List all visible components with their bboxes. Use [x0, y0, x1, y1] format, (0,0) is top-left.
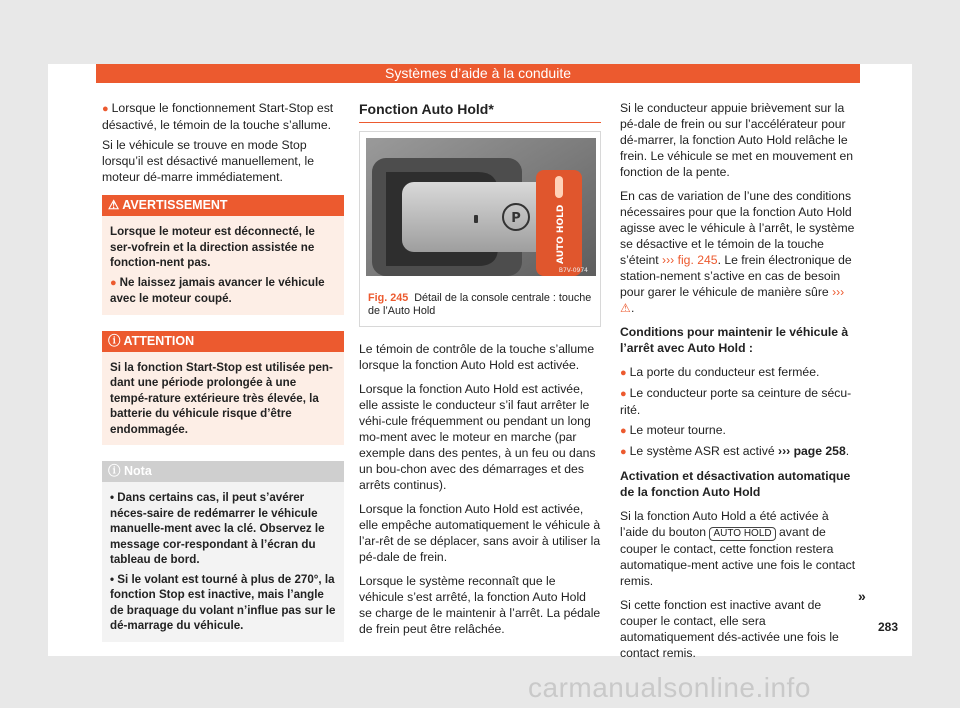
console-photo: [366, 138, 596, 276]
warning-triangle-icon: ⚠: [620, 301, 631, 315]
info-icon: ⓘ: [108, 464, 121, 478]
warning-header: ⚠ AVERTISSEMENT: [102, 195, 344, 216]
paragraph: Si le véhicule se trouve en mode Stop lorsqu’il est désactivé manuellement, le moteur dé-marre immédiatement.: [102, 138, 315, 184]
list-item: ● Le système ASR est activé ››› page 258.: [620, 444, 850, 458]
bullet-icon: ●: [102, 103, 109, 115]
list-item: ● Le conducteur porte sa ceinture de sécu-rité.: [620, 386, 852, 417]
page-reference-link[interactable]: ››› page 258: [778, 444, 846, 458]
bullet-icon: •: [110, 491, 118, 504]
list-item: ● La porte du conducteur est fermée.: [620, 365, 820, 379]
list-item: ● Le moteur tourne.: [620, 423, 726, 437]
warning-triangle-icon: ⚠: [108, 198, 120, 212]
section-title: Fonction Auto Hold*: [359, 100, 601, 123]
svg-text:P: P: [511, 211, 521, 226]
attention-text: Si la fonction Start-Stop est utilisée pen-dant une période prolongée à une tempé-rature extérieure très élevée, la batterie du véhicule risque d’être endommagée.: [110, 360, 333, 436]
figure-caption: [368, 292, 596, 318]
note-body: [102, 482, 344, 642]
paragraph: Si le conducteur appuie brièvement sur la pé-dale de frein ou sur l’accélérateur pour dé-marrer, la fonction Auto Hold relâche le frein. Le véhicule se met en mouvement en fonction de la pente.: [620, 101, 854, 179]
figure-number: Fig. 245: [368, 292, 409, 304]
page-number: 283: [878, 620, 899, 634]
bullet-icon: ●: [620, 367, 627, 379]
list-item: ● Ne laissez jamais avancer le véhicule avec le moteur coupé.: [110, 275, 325, 305]
paragraph: Si cette fonction est inactive avant de couper le contact, elle sera automatiquement dés-activée une fois le contact remis.: [620, 598, 839, 660]
bullet-icon: •: [110, 572, 118, 586]
figure-245: [359, 131, 601, 327]
paragraph: Lorsque la fonction Auto Hold est activée, elle assiste le conducteur s’il faut arrêter le véhi-cule fréquemment ou pendant un long mo-ment avec le moteur en marche (par exemple dans des pentes, à un feu ou dans un bou-chon avec des démarrages et des arrêts continus).: [359, 382, 596, 492]
column-right: [620, 100, 860, 669]
paragraph: Le témoin de contrôle de la touche s’allume lorsque la fonction Auto Hold est activée.: [359, 342, 595, 372]
list-item: ● Lorsque le fonctionnement Start-Stop est désactivé, le témoin de la touche s’allume.: [102, 101, 334, 132]
svg-text:AUTO HOLD: AUTO HOLD: [556, 204, 566, 264]
bullet-icon: ●: [620, 446, 627, 458]
paragraph: Si la fonction Auto Hold a été activée à l’aide du bouton AUTO HOLD avant de couper le contact, cette fonction restera automatique-ment active une fois le contact remis.: [620, 509, 856, 588]
auto-hold-key-label: AUTO HOLD: [709, 527, 775, 541]
column-left: [102, 100, 344, 642]
warning-reference-link[interactable]: ›››: [832, 285, 845, 299]
info-circle-icon: ⓘ: [108, 333, 121, 348]
paragraph: Lorsque le système reconnaît que le véhicule s’est arrêté, la fonction Auto Hold se charge de le maintenir à l’arrêt. La pédale de frein peut être relâchée.: [359, 574, 601, 636]
paragraph: Lorsque la fonction Auto Hold est activée, elle empêche automatiquement le véhicule à l’ar-rêt de se déplacer, sans avoir à utiliser la pé-dale de frein.: [359, 502, 601, 564]
warning-body: [102, 216, 344, 315]
bullet-icon: ●: [110, 276, 117, 289]
column-middle: [359, 100, 601, 645]
list-item: • Si le volant est tourné à plus de 270°, la fonction Stop est inactive, mais l’angle de braquage du volant n’influe pas sur le dé-marrage du véhicule.: [110, 572, 336, 632]
attention-box: [102, 331, 344, 446]
console-illustration: [366, 138, 596, 276]
attention-body: [102, 352, 344, 446]
subheading: Activation et désactivation automatique de la fonction Auto Hold: [620, 469, 851, 499]
note-box: [102, 461, 344, 642]
caption-text: Détail de la console centrale : touche de l’Auto Hold: [368, 292, 592, 317]
continue-marker: »: [858, 588, 866, 604]
bullet-icon: ●: [620, 388, 627, 400]
watermark: carmanualsonline.info: [528, 672, 811, 703]
bullet-icon: ●: [620, 425, 627, 437]
list-item: • Dans certains cas, il peut s’avérer néces-saire de redémarrer le véhicule manuelle-ment avec la clé. Observez le message cor-respondant à l’écran du tableau de bord.: [110, 491, 325, 566]
subheading: Conditions pour maintenir le véhicule à l’arrêt avec Auto Hold :: [620, 325, 849, 355]
warning-box: [102, 195, 344, 315]
svg-text:B7V-0974: B7V-0974: [558, 267, 588, 274]
paragraph: En cas de variation de l’une des conditions nécessaires pour que la fonction Auto Hold agisse avec le véhicule à l’arrêt, le système se désactive et le témoin de la touche s’éteint ››› fig. 245. Le frein électronique de station-nement s’active en cas de besoin pour garer le véhicule de manière sûre ››› ⚠.: [620, 189, 855, 315]
attention-header: ⓘ ATTENTION: [102, 331, 344, 352]
warning-text: Lorsque le moteur est déconnecté, le ser-vofrein et la direction assistée ne fonction-nent pas.: [110, 225, 315, 269]
page-header: Systèmes d’aide à la conduite: [96, 64, 860, 83]
note-header: ⓘ Nota: [102, 461, 344, 482]
figure-reference-link[interactable]: ››› fig. 245: [662, 253, 718, 267]
